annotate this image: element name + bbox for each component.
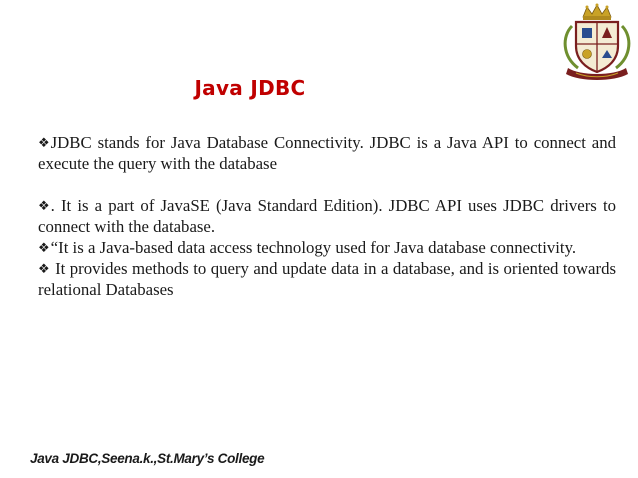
bullet-paragraph [38,195,616,237]
bullet-text: It provides methods to query and update data in a database, and is oriented towards relational Databases [38,259,616,299]
bullet-diamond-icon: ❖ [38,135,50,150]
college-crest-icon [556,2,638,82]
bullet-diamond-icon: ❖ [38,240,50,255]
bullet-paragraph [38,237,616,258]
bullet-text: “It is a Java-based data access technology used for Java database connectivity. [50,238,577,257]
bullet-diamond-icon: ❖ [38,198,50,213]
bullet-paragraph [38,258,616,300]
bullet-paragraph [38,132,616,174]
bullet-diamond-icon: ❖ [38,261,50,276]
bullet-text: JDBC stands for Java Database Connectivity. JDBC is a Java API to connect and execute the query with the database [38,133,616,173]
slide-title: Java JDBC [194,76,306,100]
bullet-text: . It is a part of JavaSE (Java Standard Edition). JDBC API uses JDBC drivers to connect with the database. [38,196,616,236]
slide-body [38,132,616,300]
slide-footer: Java JDBC,Seena.k.,St.Mary’s College [30,451,265,466]
crown-icon [583,4,611,21]
